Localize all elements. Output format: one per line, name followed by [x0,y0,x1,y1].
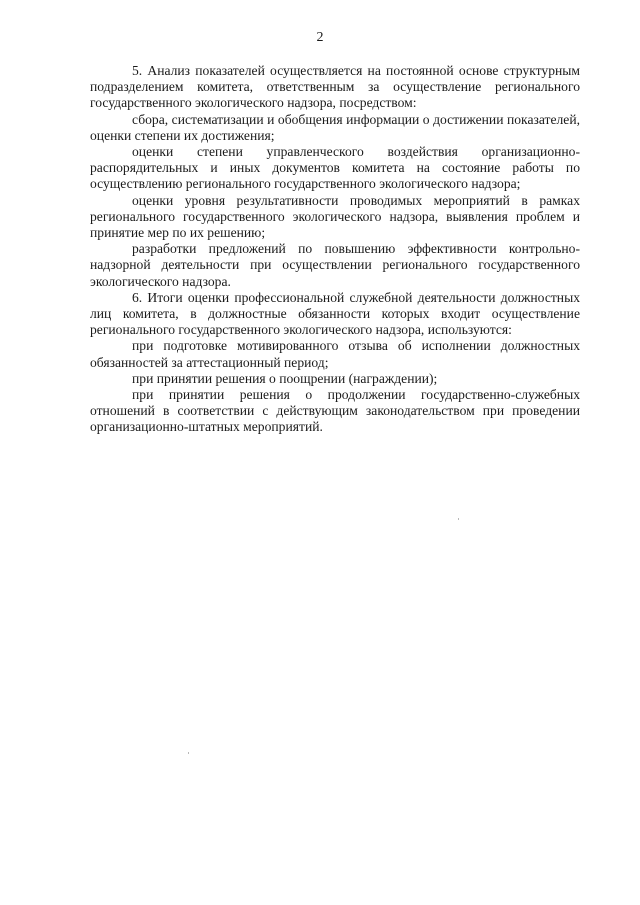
paragraph-management-impact: оценки степени управленческого воздействия организационно-распорядительных и иных документов комитета на состояние работы по осуществлению регионального государственного экологического надзора; [90,144,580,192]
paragraph-improvement-proposals: разработки предложений по повышению эффективности контрольно-надзорной деятельности при осуществлении регионального государственного экологического надзора. [90,241,580,289]
paragraph-rewards: при принятии решения о поощрении (награждении); [132,370,438,386]
document-body [90,63,580,436]
scan-speck [188,752,189,754]
paragraph-evaluation-results: 6. Итоги оценки профессиональной служебной деятельности должностных лиц комитета, в должностные обязанности которых входит осуществление регионального государственного экологического надзора, используются: [90,289,580,338]
paragraph-effectiveness-assessment: оценки уровня результативности проводимых мероприятий в рамках регионального государственного экологического надзора, выявления проблем и принятие мер по их решению; [90,192,580,241]
paragraph-analysis-basis: 5. Анализ показателей осуществляется на постоянной основе структурным подразделением комитета, ответственным за осуществление регионального государственного экологического надзора, посредством: [90,63,580,111]
paragraph-data-collection: сбора, систематизации и обобщения информации о достижении показателей, оценки степени их достижения; [90,111,580,143]
scan-speck [458,518,459,520]
paragraph-service-continuation: при принятии решения о продолжении государственно-служебных отношений в соответствии с действующим законодательством при проведении организационно-штатных мероприятий. [90,387,580,435]
page-number: 2 [316,30,324,45]
paragraph-performance-review: при подготовке мотивированного отзыва об исполнении должностных обязанностей за аттестационный период; [90,338,580,370]
